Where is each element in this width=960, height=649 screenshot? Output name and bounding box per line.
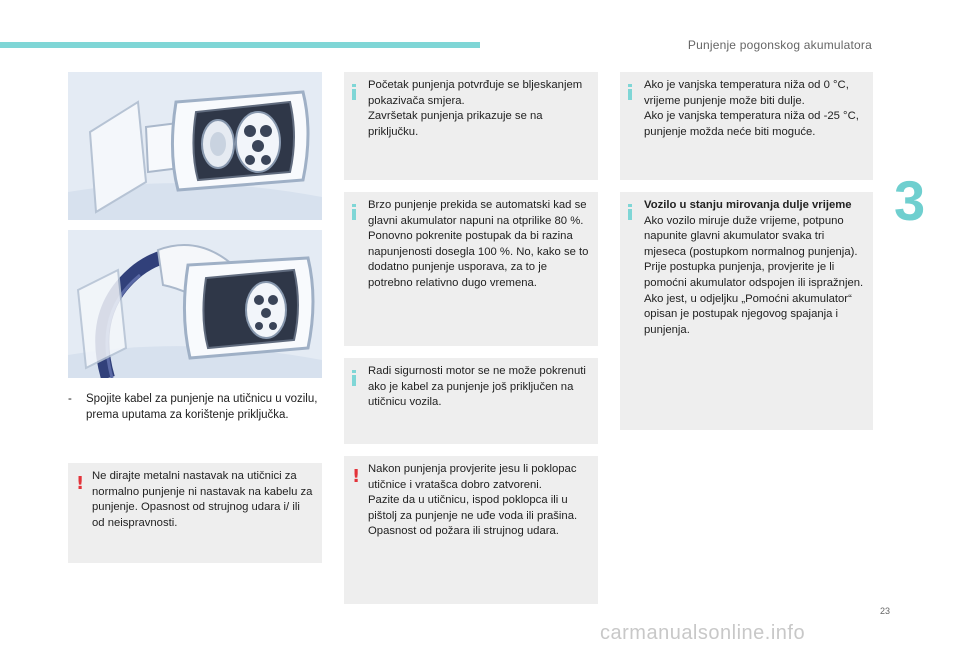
warning-icon: ! <box>352 466 361 487</box>
warning-text: Nakon punjenja provjerite jesu li poklopac utičnice i vratašca dobro zatvoreni. <box>368 463 577 491</box>
charging-socket-drawing <box>68 72 322 220</box>
info-text: Završetak punjenja prikazuje se na priključku. <box>368 110 543 138</box>
info-icon <box>628 84 632 98</box>
info-box-safety <box>344 358 598 444</box>
connect-cable-instruction <box>68 392 324 423</box>
info-text: Ako vozilo miruje duže vrijeme, potpuno napunite glavni akumulator svaka tri mjeseca (postupkom normalnog punjenja). <box>644 214 858 258</box>
warning-text: Pazite da u utičnicu, ispod poklopca ili u pištolj za punjenje ne uđe voda ili prašina. <box>368 494 578 522</box>
instruction-text: Spojite kabel za punjenje na utičnicu u vozilu, prema uputama za korištenje priključka. <box>86 393 318 421</box>
charging-cable-drawing <box>68 230 322 378</box>
info-text: Radi sigurnosti motor se ne može pokrenuti ako je kabel za punjenje još priključen na utičnicu vozila. <box>368 365 586 409</box>
warning-text: Opasnost od požara ili strujnog udara. <box>368 525 559 538</box>
section-title: Punjenje pogonskog akumulatora <box>687 38 872 52</box>
page-number: 23 <box>880 606 891 616</box>
info-icon <box>352 370 356 384</box>
chapter-number: 3 <box>894 169 926 232</box>
info-box-fast-charging <box>344 192 598 346</box>
info-text: Prije postupka punjenja, provjerite je li pomoćni akumulator odspojen ili ispražnjen. Ako jest, u odjeljku „Pomoćni akumulator“ opisan je postupak njegovog spajanja i punjenja. <box>644 261 864 336</box>
list-dash: - <box>68 393 72 405</box>
info-text: Brzo punjenje prekida se automatski kad se glavni akumulator napuni na otprilike 80 %. Ponovno pokrenite postupak da bi razina napunjenosti dosegla 100 %. No, kako se to dodatno punjenje usporava, za to je potrebno relativno dugo vremena. <box>368 199 589 289</box>
info-icon <box>352 84 356 98</box>
warning-box-after-charging <box>344 456 598 604</box>
info-text: Početak punjenja potvrđuje se bljeskanjem pokazivača smjera. <box>368 79 583 107</box>
charging-cable-illustration <box>68 230 322 378</box>
warning-icon: ! <box>76 473 85 494</box>
charging-socket-illustration <box>68 72 322 220</box>
info-text: Ako je vanjska temperatura niža od -25 °C, punjenje možda neće biti moguće. <box>644 110 859 138</box>
info-icon <box>628 204 632 218</box>
info-box-temperature <box>620 72 873 180</box>
info-box-vehicle-idle <box>620 192 873 430</box>
watermark: carmanualsonline.info <box>600 622 806 644</box>
warning-box-metal-contacts <box>68 463 322 563</box>
info-text: Ako je vanjska temperatura niža od 0 °C, vrijeme punjenje može biti dulje. <box>644 79 849 107</box>
info-box-charging-start <box>344 72 598 180</box>
info-title: Vozilo u stanju mirovanja dulje vrijeme <box>644 199 852 211</box>
warning-text: Ne dirajte metalni nastavak na utičnici za normalno punjenje ni nastavak na kabelu za punjenje. Opasnost od strujnog udara i/ ili od neispravnosti. <box>92 470 313 529</box>
info-icon <box>352 204 356 218</box>
header-accent-bar <box>0 42 480 48</box>
